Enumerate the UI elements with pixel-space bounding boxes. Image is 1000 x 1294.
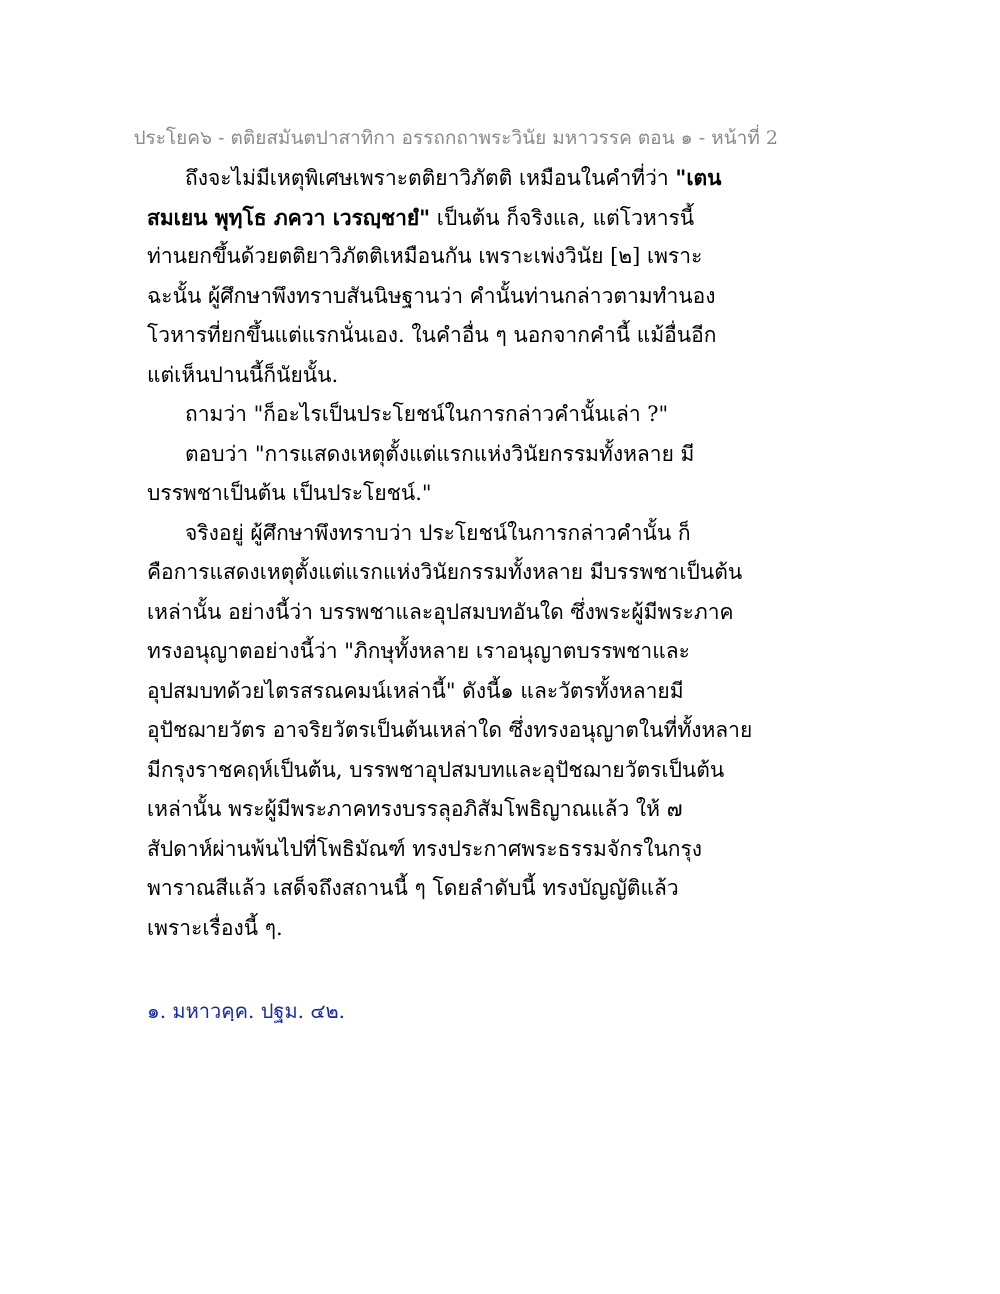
body-line: ตอบว่า "การแสดงเหตุตั้งแต่แรกแห่งวินัยกรรมทั้งหลาย มี (185, 441, 695, 466)
body-line: เพราะเรื่องนี้ ๆ. (147, 915, 283, 940)
body-line: มีกรุงราชคฤห์เป็นต้น, บรรพชาอุปสมบทและอุปัชฌายวัตรเป็นต้น (147, 757, 725, 782)
pali-quote-bold: สมเยน พุทฺโธ ภควา เวรญฺชายํ" (147, 204, 431, 230)
pali-quote-bold: "เตน (675, 165, 722, 190)
body-line: ถามว่า "ก็อะไรเป็นประโยชน์ในการกล่าวคำนั้นเล่า ?" (185, 402, 669, 426)
line-text: ถึงจะไม่มีเหตุพิเศษเพราะตติยาวิภัตติ เหมือนในคำที่ว่า (185, 166, 676, 190)
body-line: ฉะนั้น ผู้ศึกษาพึงทราบสันนิษฐานว่า คำนั้นท่านกล่าวตามทำนอง (147, 283, 716, 308)
body-line: เหล่านั้น พระผู้มีพระภาคทรงบรรลุอภิสัมโพธิญาณแล้ว ให้ ๗ (147, 797, 683, 821)
body-line: ท่านยกขึ้นด้วยตติยาวิภัตติเหมือนกัน เพราะเพ่งวินัย [๒] เพราะ (147, 244, 703, 268)
line-text: เป็นต้น ก็จริงแล, แต่โวหารนี้ (430, 205, 695, 230)
body-line: โวหารที่ยกขึ้นแต่แรกนั่นเอง. ในคำอื่น ๆ นอกจากคำนี้ แม้อื่นอีก (147, 323, 717, 347)
body-line: จริงอยู่ ผู้ศึกษาพึงทราบว่า ประโยชน์ในการกล่าวคำนั้น ก็ (185, 520, 691, 545)
body-text (147, 158, 753, 948)
body-line: บรรพชาเป็นต้น เป็นประโยชน์." (147, 481, 432, 505)
body-line (147, 158, 722, 198)
page-header: ประโยค๖ - ตติยสมันตปาสาทิกา อรรถกถาพระวินัย มหาวรรค ตอน ๑ - หน้าที่ 2 (133, 127, 778, 149)
body-line: เหล่านั้น อย่างนี้ว่า บรรพชาและอุปสมบทอันใด ซึ่งพระผู้มีพระภาค (147, 599, 734, 624)
body-line: แต่เห็นปานนี้ก็นัยนั้น. (147, 362, 339, 387)
body-line: อุปสมบทด้วยไตรสรณคมน์เหล่านี้" ดังนี้๑ และวัตรทั้งหลายมี (147, 678, 684, 703)
body-line: คือการแสดงเหตุตั้งแต่แรกแห่งวินัยกรรมทั้งหลาย มีบรรพชาเป็นต้น (147, 560, 743, 584)
body-line (147, 198, 707, 238)
body-line: อุปัชฌายวัตร อาจริยวัตรเป็นต้นเหล่าใด ซึ่งทรงอนุญาตในที่ทั้งหลาย (147, 718, 753, 742)
body-line: ทรงอนุญาตอย่างนี้ว่า "ภิกษุทั้งหลาย เราอนุญาตบรรพชาและ (147, 639, 690, 663)
footnote: ๑. มหาวคฺค. ปฐม. ๔๒. (147, 999, 346, 1023)
body-line: พาราณสีแล้ว เสด็จถึงสถานนี้ ๆ โดยลำดับนี้ ทรงบัญญัติแล้ว (147, 876, 679, 900)
body-line: สัปดาห์ผ่านพ้นไปที่โพธิมัณฑ์ ทรงประกาศพระธรรมจักรในกรุง (147, 836, 703, 861)
